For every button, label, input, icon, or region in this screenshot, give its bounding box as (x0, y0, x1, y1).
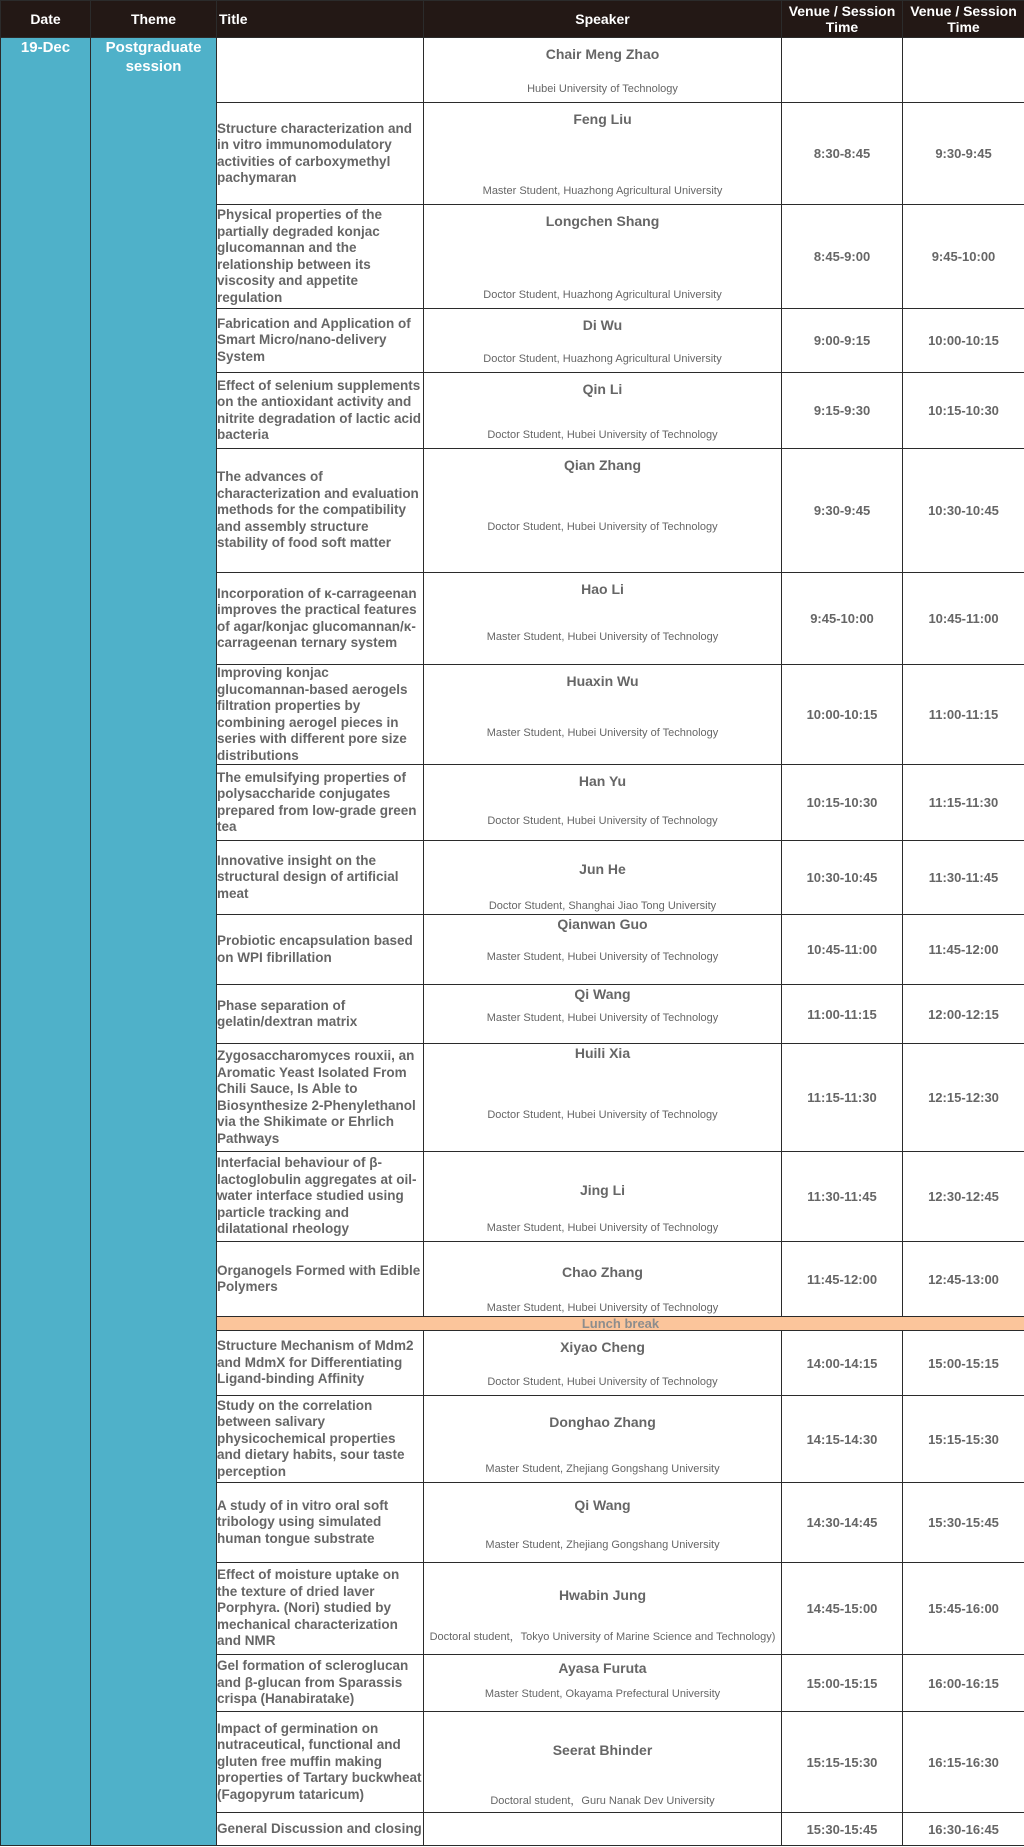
speaker-name: Han Yu (578, 773, 627, 789)
talk-title: Structure Mechanism of Mdm2 and MdmX for Differentiating Ligand-binding Affinity (217, 1331, 424, 1396)
speaker-affiliation: Master Student, Zhejiang Gongshang University (485, 1463, 720, 1475)
time-slot-2: 15:15-15:30 (903, 1396, 1024, 1483)
talk-title: Innovative insight on the structural design of artificial meat (217, 841, 424, 915)
speaker-cell (424, 1712, 782, 1813)
speaker-name: Longchen Shang (545, 213, 660, 229)
header-venue-time-1: Venue / Session Time (782, 1, 903, 38)
time-slot-1: 10:30-10:45 (782, 841, 903, 915)
time-slot-1 (782, 38, 903, 103)
speaker-name: Chair Meng Zhao (545, 46, 660, 62)
header-venue-time-2: Venue / Session Time (903, 1, 1024, 38)
theme-cell: Postgraduate session (91, 38, 217, 1846)
talk-title: Impact of germination on nutraceutical, functional and gluten free muffin making properties of Tartary buckwheat (Fagopyrum tataricum) (217, 1712, 424, 1813)
time-slot-1: 9:45-10:00 (782, 573, 903, 665)
speaker-cell (424, 103, 782, 205)
speaker-affiliation: Doctor Student, Hubei University of Technology (487, 1109, 718, 1121)
speaker-affiliation: Master Student, Huazhong Agricultural University (482, 185, 723, 197)
speaker-cell (424, 915, 782, 985)
speaker-cell (424, 1152, 782, 1242)
time-slot-2: 15:00-15:15 (903, 1331, 1024, 1396)
talk-title: General Discussion and closing (217, 1813, 424, 1846)
time-slot-2: 10:45-11:00 (903, 573, 1024, 665)
time-slot-1: 11:45-12:00 (782, 1242, 903, 1317)
speaker-cell (424, 765, 782, 841)
time-slot-2: 16:30-16:45 (903, 1813, 1024, 1846)
talk-title: Physical properties of the partially degraded konjac glucomannan and the relationship between its viscosity and appetite regulation (217, 205, 424, 309)
speaker-affiliation: Master Student, Hubei University of Technology (486, 727, 719, 739)
time-slot-2: 16:15-16:30 (903, 1712, 1024, 1813)
time-slot-1: 8:30-8:45 (782, 103, 903, 205)
speaker-cell (424, 205, 782, 309)
time-slot-2: 10:15-10:30 (903, 373, 1024, 449)
speaker-name: Xiyao Cheng (560, 1339, 645, 1355)
speaker-name: Jing Li (579, 1182, 626, 1198)
talk-title: Structure characterization and in vitro immunomodulatory activities of carboxymethyl pachymaran (217, 103, 424, 205)
speaker-affiliation: Doctor Student, Huazhong Agricultural University (483, 353, 722, 365)
date-cell: 19-Dec (1, 38, 91, 1846)
speaker-name: Seerat Bhinder (552, 1742, 653, 1758)
talk-title: Interfacial behaviour of β-lactoglobulin aggregates at oil-water interface studied using particle tracking and dilatational rheology (217, 1152, 424, 1242)
speaker-affiliation: Master Student, Hubei University of Technology (486, 631, 719, 643)
time-slot-2: 9:45-10:00 (903, 205, 1024, 309)
speaker-name: Qian Zhang (564, 457, 641, 473)
time-slot-1: 8:45-9:00 (782, 205, 903, 309)
speaker-affiliation: Master Student, Hubei University of Technology (486, 1222, 719, 1234)
speaker-affiliation: Doctor Student, Hubei University of Technology (487, 521, 718, 533)
talk-title (217, 38, 424, 103)
speaker-cell (424, 373, 782, 449)
speaker-affiliation: Doctor Student, Shanghai Jiao Tong University (488, 900, 717, 912)
time-slot-1: 14:30-14:45 (782, 1483, 903, 1563)
time-slot-2: 10:00-10:15 (903, 309, 1024, 373)
talk-title: Phase separation of gelatin/dextran matrix (217, 985, 424, 1044)
time-slot-2: 11:45-12:00 (903, 915, 1024, 985)
speaker-affiliation: Master Student, Zhejiang Gongshang University (485, 1539, 720, 1551)
time-slot-1: 9:30-9:45 (782, 449, 903, 573)
time-slot-1: 11:30-11:45 (782, 1152, 903, 1242)
talk-title: Effect of moisture uptake on the texture of dried laver Porphyra. (Nori) studied by mechanical characterization and NMR (217, 1563, 424, 1655)
talk-title: Fabrication and Application of Smart Micro/nano-delivery System (217, 309, 424, 373)
speaker-cell (424, 449, 782, 573)
talk-title: Probiotic encapsulation based on WPI fibrillation (217, 915, 424, 985)
talk-title: The advances of characterization and evaluation methods for the compatibility and assembly structure stability of food soft matter (217, 449, 424, 573)
speaker-name: Hao Li (581, 581, 624, 597)
speaker-name: Qin Li (582, 381, 623, 397)
header-theme: Theme (91, 1, 217, 38)
speaker-cell (424, 573, 782, 665)
time-slot-1: 14:00-14:15 (782, 1331, 903, 1396)
time-slot-2: 15:30-15:45 (903, 1483, 1024, 1563)
time-slot-1: 9:15-9:30 (782, 373, 903, 449)
speaker-name: Jun He (579, 861, 626, 877)
speaker-cell (424, 1813, 782, 1846)
talk-title: Effect of selenium supplements on the antioxidant activity and nitrite degradation of lactic acid bacteria (217, 373, 424, 449)
speaker-cell (424, 1655, 782, 1712)
speaker-cell (424, 841, 782, 915)
speaker-name: Huili Xia (574, 1045, 631, 1061)
speaker-affiliation: Master Student, Hubei University of Technology (486, 1012, 719, 1024)
speaker-affiliation: Hubei University of Technology (527, 83, 678, 95)
time-slot-1: 15:30-15:45 (782, 1813, 903, 1846)
speaker-affiliation: Doctor Student, Hubei University of Technology (487, 815, 718, 827)
header-row (1, 1, 1024, 38)
speaker-affiliation: Doctor Student, Hubei University of Technology (487, 1376, 718, 1388)
speaker-cell (424, 38, 782, 103)
speaker-affiliation: Doctoral student，Guru Nanak Dev University (490, 1795, 715, 1807)
time-slot-1: 10:00-10:15 (782, 665, 903, 765)
speaker-cell (424, 1483, 782, 1563)
speaker-affiliation: Master Student, Okayama Prefectural University (484, 1688, 721, 1700)
time-slot-2: 12:45-13:00 (903, 1242, 1024, 1317)
header-title: Title (217, 1, 424, 38)
speaker-cell (424, 1331, 782, 1396)
speaker-name: Ayasa Furuta (558, 1660, 647, 1676)
time-slot-1: 14:15-14:30 (782, 1396, 903, 1483)
header-date: Date (1, 1, 91, 38)
time-slot-1: 9:00-9:15 (782, 309, 903, 373)
speaker-cell (424, 1396, 782, 1483)
time-slot-1: 11:00-11:15 (782, 985, 903, 1044)
time-slot-1: 10:15-10:30 (782, 765, 903, 841)
time-slot-1: 15:15-15:30 (782, 1712, 903, 1813)
speaker-name: Qi Wang (574, 986, 631, 1002)
talk-title: Gel formation of scleroglucan and β-glucan from Sparassis crispa (Hanabiratake) (217, 1655, 424, 1712)
table-row (1, 38, 1024, 103)
speaker-name: Di Wu (582, 317, 623, 333)
time-slot-2: 12:30-12:45 (903, 1152, 1024, 1242)
speaker-name: Qi Wang (574, 1497, 631, 1513)
time-slot-2: 15:45-16:00 (903, 1563, 1024, 1655)
time-slot-2: 10:30-10:45 (903, 449, 1024, 573)
speaker-affiliation: Master Student, Hubei University of Technology (486, 1302, 719, 1314)
time-slot-2: 9:30-9:45 (903, 103, 1024, 205)
time-slot-1: 10:45-11:00 (782, 915, 903, 985)
speaker-affiliation: Doctor Student, Hubei University of Technology (487, 429, 718, 441)
speaker-cell (424, 309, 782, 373)
talk-title: Incorporation of κ-carrageenan improves the practical features of agar/konjac glucomannan/κ-carrageenan ternary system (217, 573, 424, 665)
time-slot-2: 12:00-12:15 (903, 985, 1024, 1044)
time-slot-2: 12:15-12:30 (903, 1044, 1024, 1152)
speaker-name: Hwabin Jung (558, 1587, 647, 1603)
speaker-name: Feng Liu (573, 111, 632, 127)
speaker-cell (424, 1044, 782, 1152)
talk-title: The emulsifying properties of polysaccharide conjugates prepared from low-grade green tea (217, 765, 424, 841)
time-slot-2 (903, 38, 1024, 103)
talk-title: Organogels Formed with Edible Polymers (217, 1242, 424, 1317)
speaker-affiliation: Doctoral student，Tokyo University of Marine Science and Technology) (429, 1631, 776, 1643)
time-slot-2: 11:00-11:15 (903, 665, 1024, 765)
time-slot-1: 15:00-15:15 (782, 1655, 903, 1712)
talk-title: A study of in vitro oral soft tribology using simulated human tongue substrate (217, 1483, 424, 1563)
speaker-cell (424, 665, 782, 765)
speaker-affiliation: Doctor Student, Huazhong Agricultural University (483, 289, 722, 301)
lunch-break: Lunch break (217, 1317, 1024, 1331)
speaker-name: Qianwan Guo (557, 916, 648, 932)
talk-title: Improving konjac glucomannan-based aerogels filtration properties by combining aerogel pieces in series with different pore size distributions (217, 665, 424, 765)
speaker-name: Huaxin Wu (566, 673, 639, 689)
talk-title: Zygosaccharomyces rouxii, an Aromatic Yeast Isolated From Chili Sauce, Is Able to Biosynthesize 2-Phenylethanol via the Shikimate or Ehrlich Pathways (217, 1044, 424, 1152)
time-slot-2: 16:00-16:15 (903, 1655, 1024, 1712)
time-slot-1: 11:15-11:30 (782, 1044, 903, 1152)
header-speaker: Speaker (424, 1, 782, 38)
speaker-name: Donghao Zhang (549, 1414, 656, 1430)
talk-title: Study on the correlation between salivary physicochemical properties and dietary habits, sour taste perception (217, 1396, 424, 1483)
speaker-cell (424, 1242, 782, 1317)
time-slot-1: 14:45-15:00 (782, 1563, 903, 1655)
time-slot-2: 11:15-11:30 (903, 765, 1024, 841)
speaker-name: Chao Zhang (562, 1264, 643, 1280)
speaker-cell (424, 985, 782, 1044)
time-slot-2: 11:30-11:45 (903, 841, 1024, 915)
speaker-affiliation: Master Student, Hubei University of Technology (486, 951, 719, 963)
speaker-cell (424, 1563, 782, 1655)
